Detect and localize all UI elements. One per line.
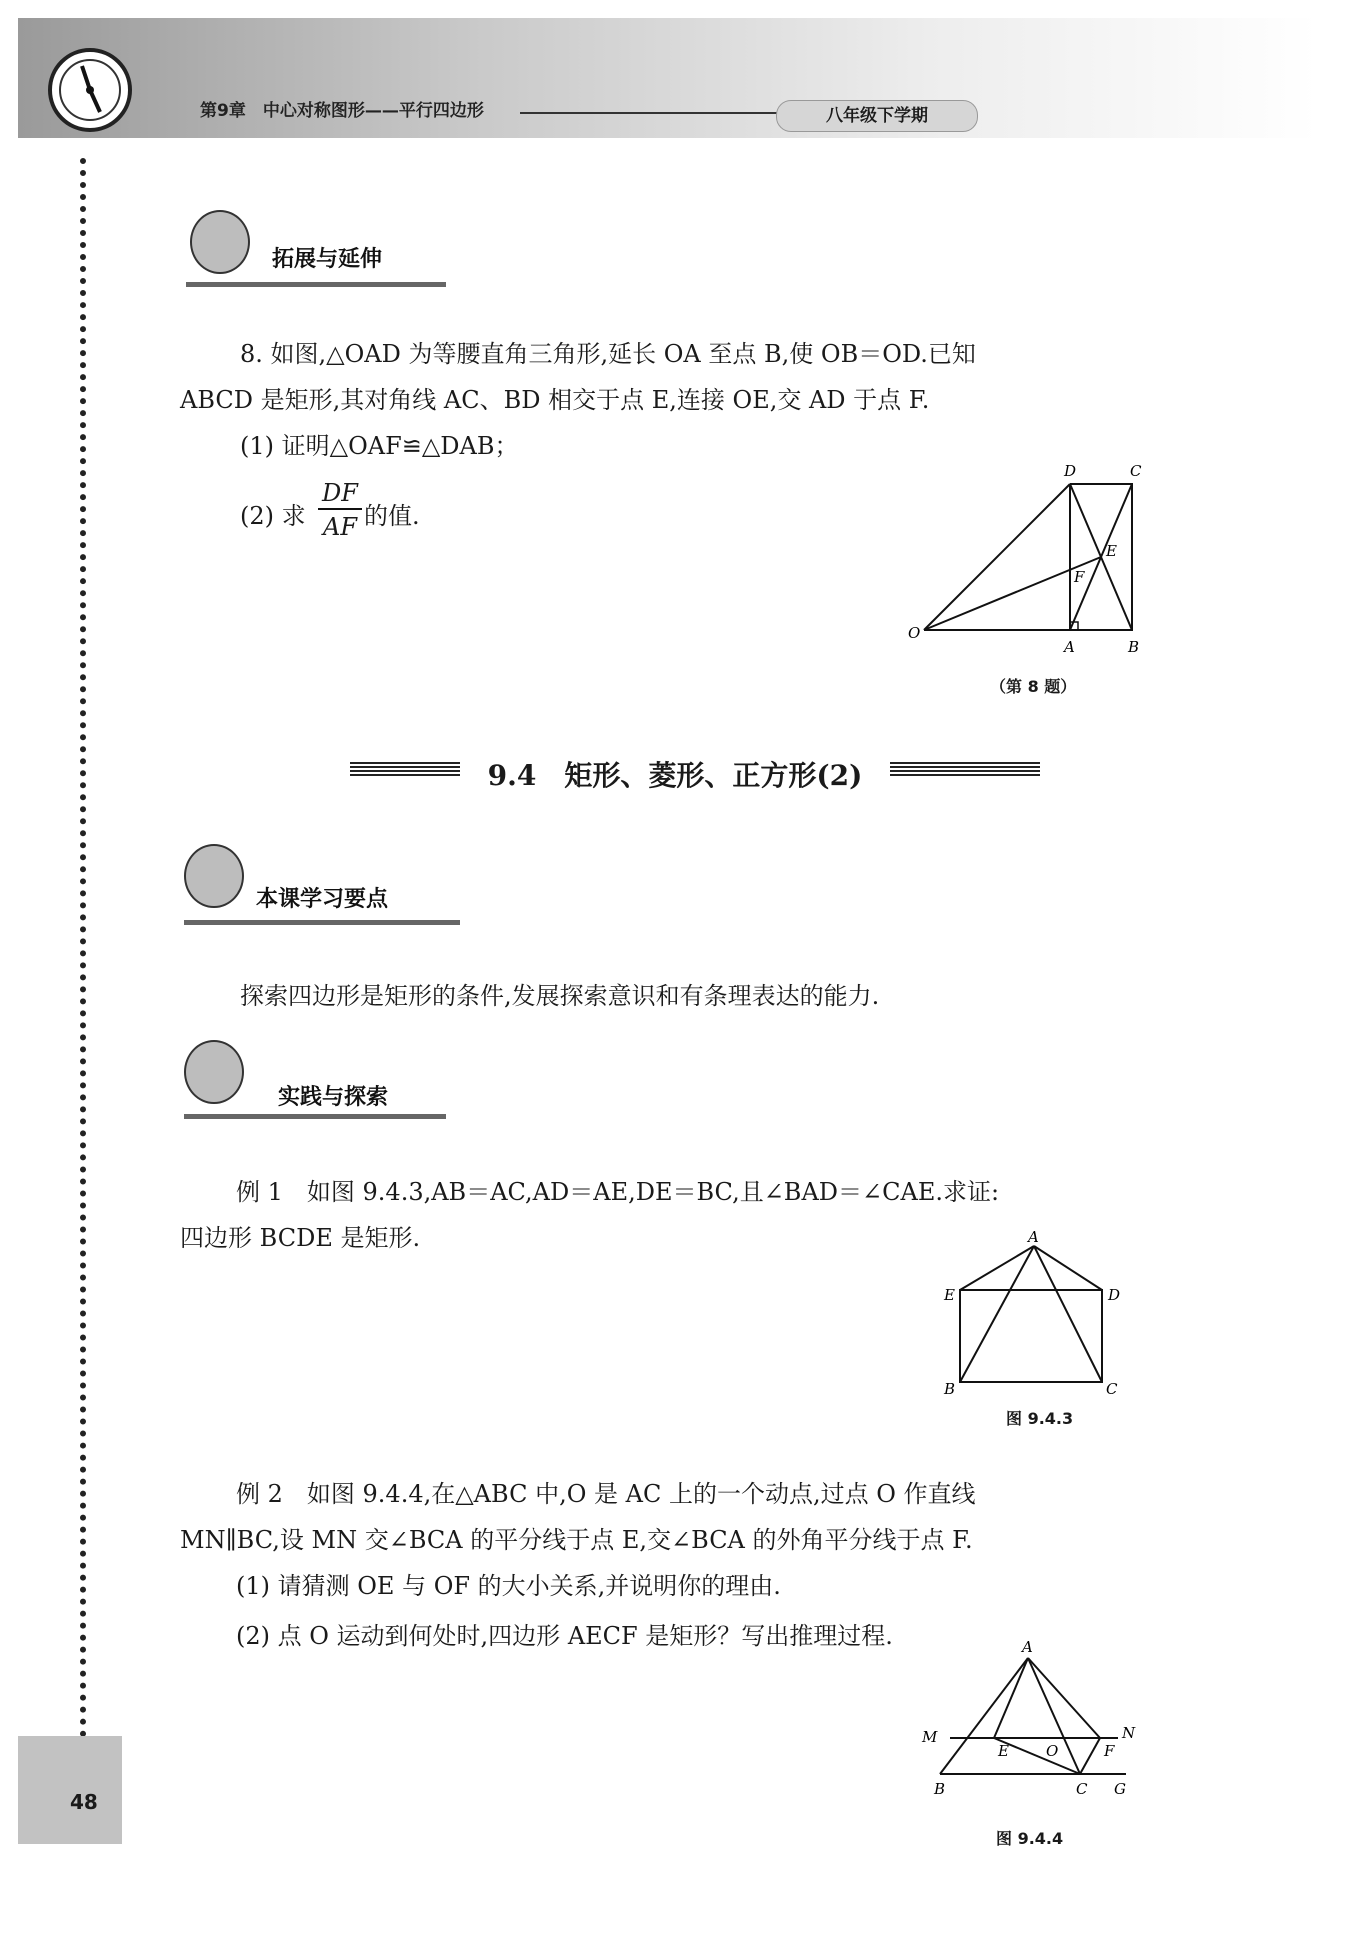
figure-caption-problem8: （第 8 题） [990, 677, 1077, 696]
label-E: E [1106, 542, 1117, 560]
fig943-label-E: E [944, 1286, 955, 1304]
fig944-label-E: E [998, 1742, 1009, 1760]
fig944-label-B: B [934, 1780, 946, 1798]
example2-part2: (2) 点 O 运动到何处时,四边形 AECF 是矩形？写出推理过程. [236, 1622, 893, 1650]
label-B: B [1128, 638, 1140, 656]
label-D: D [1064, 462, 1077, 480]
fig944-label-C: C [1076, 1780, 1088, 1798]
problem8-part2-prefix: (2) 求 [240, 502, 306, 530]
fig943-label-B: B [944, 1380, 956, 1398]
student-mascot-icon [184, 844, 244, 908]
example2-part1: (1) 请猜测 OE 与 OF 的大小关系,并说明你的理由. [236, 1572, 781, 1600]
example1-line2: 四边形 BCDE 是矩形. [180, 1224, 421, 1252]
fig944-label-A: A [1022, 1638, 1033, 1656]
figure-9-4-3 [930, 1228, 1150, 1398]
header-rule [520, 112, 782, 114]
example2-line2: MN∥BC,设 MN 交∠BCA 的平分线于点 E,交∠BCA 的外角平分线于点 F. [180, 1526, 973, 1554]
section-right-decoration [890, 762, 1040, 776]
label-O: O [908, 624, 921, 642]
example1-line1: 例 1 如图 9.4.3,AB＝AC,AD＝AE,DE＝BC,且∠BAD＝∠CAE.求证: [236, 1178, 1000, 1206]
example2-line1: 例 2 如图 9.4.4,在△ABC 中,O 是 AC 上的一个动点,过点 O 作直线 [236, 1480, 976, 1508]
practice-title: 实践与探索 [278, 1085, 389, 1110]
key-points-text: 探索四边形是矩形的条件,发展探索意识和有条理表达的能力. [240, 982, 880, 1010]
label-A: A [1064, 638, 1075, 656]
chapter-title: 第9章 中心对称图形——平行四边形 [200, 101, 484, 121]
figure-caption-9-4-3: 图 9.4.3 [1006, 1409, 1074, 1428]
problem8-part2-suffix: 的值. [364, 502, 420, 530]
explorer-mascot-icon [184, 1040, 244, 1104]
extension-underline [186, 282, 446, 287]
section-title: 9.4 矩形、菱形、正方形(2) [487, 759, 863, 792]
figure-problem8 [900, 456, 1160, 656]
fig944-label-G: G [1114, 1780, 1126, 1798]
problem8-part1: (1) 证明△OAF≌△DAB； [240, 432, 519, 460]
extension-section-title: 拓展与延伸 [272, 247, 383, 272]
problem8-line2: ABCD 是矩形,其对角线 AC、BD 相交于点 E,连接 OE,交 AD 于点 F. [180, 386, 930, 414]
key-points-underline [184, 920, 460, 925]
figure-caption-9-4-4: 图 9.4.4 [996, 1829, 1064, 1848]
fraction-numerator: DF [318, 478, 362, 510]
grade-badge: 八年级下学期 [776, 100, 978, 132]
clock-icon [48, 48, 132, 132]
fraction-denominator: AF [323, 513, 357, 541]
teacher-mascot-icon [190, 210, 250, 274]
fig943-label-C: C [1106, 1380, 1118, 1398]
label-C: C [1130, 462, 1142, 480]
fig944-label-O: O [1046, 1742, 1059, 1760]
label-F: F [1074, 568, 1085, 586]
practice-underline [184, 1114, 446, 1119]
fig944-label-N: N [1122, 1724, 1136, 1742]
fig944-label-M: M [922, 1728, 938, 1746]
key-points-title: 本课学习要点 [256, 887, 389, 912]
problem8-line1: 8. 如图,△OAD 为等腰直角三角形,延长 OA 至点 B,使 OB＝OD.已知 [240, 340, 976, 368]
fig943-label-A: A [1028, 1228, 1039, 1246]
margin-dotted-line [80, 158, 86, 1738]
figure-9-4-4 [910, 1638, 1150, 1808]
page-number: 48 [70, 1790, 98, 1814]
fig943-label-D: D [1108, 1286, 1121, 1304]
fig944-label-F: F [1104, 1742, 1115, 1760]
